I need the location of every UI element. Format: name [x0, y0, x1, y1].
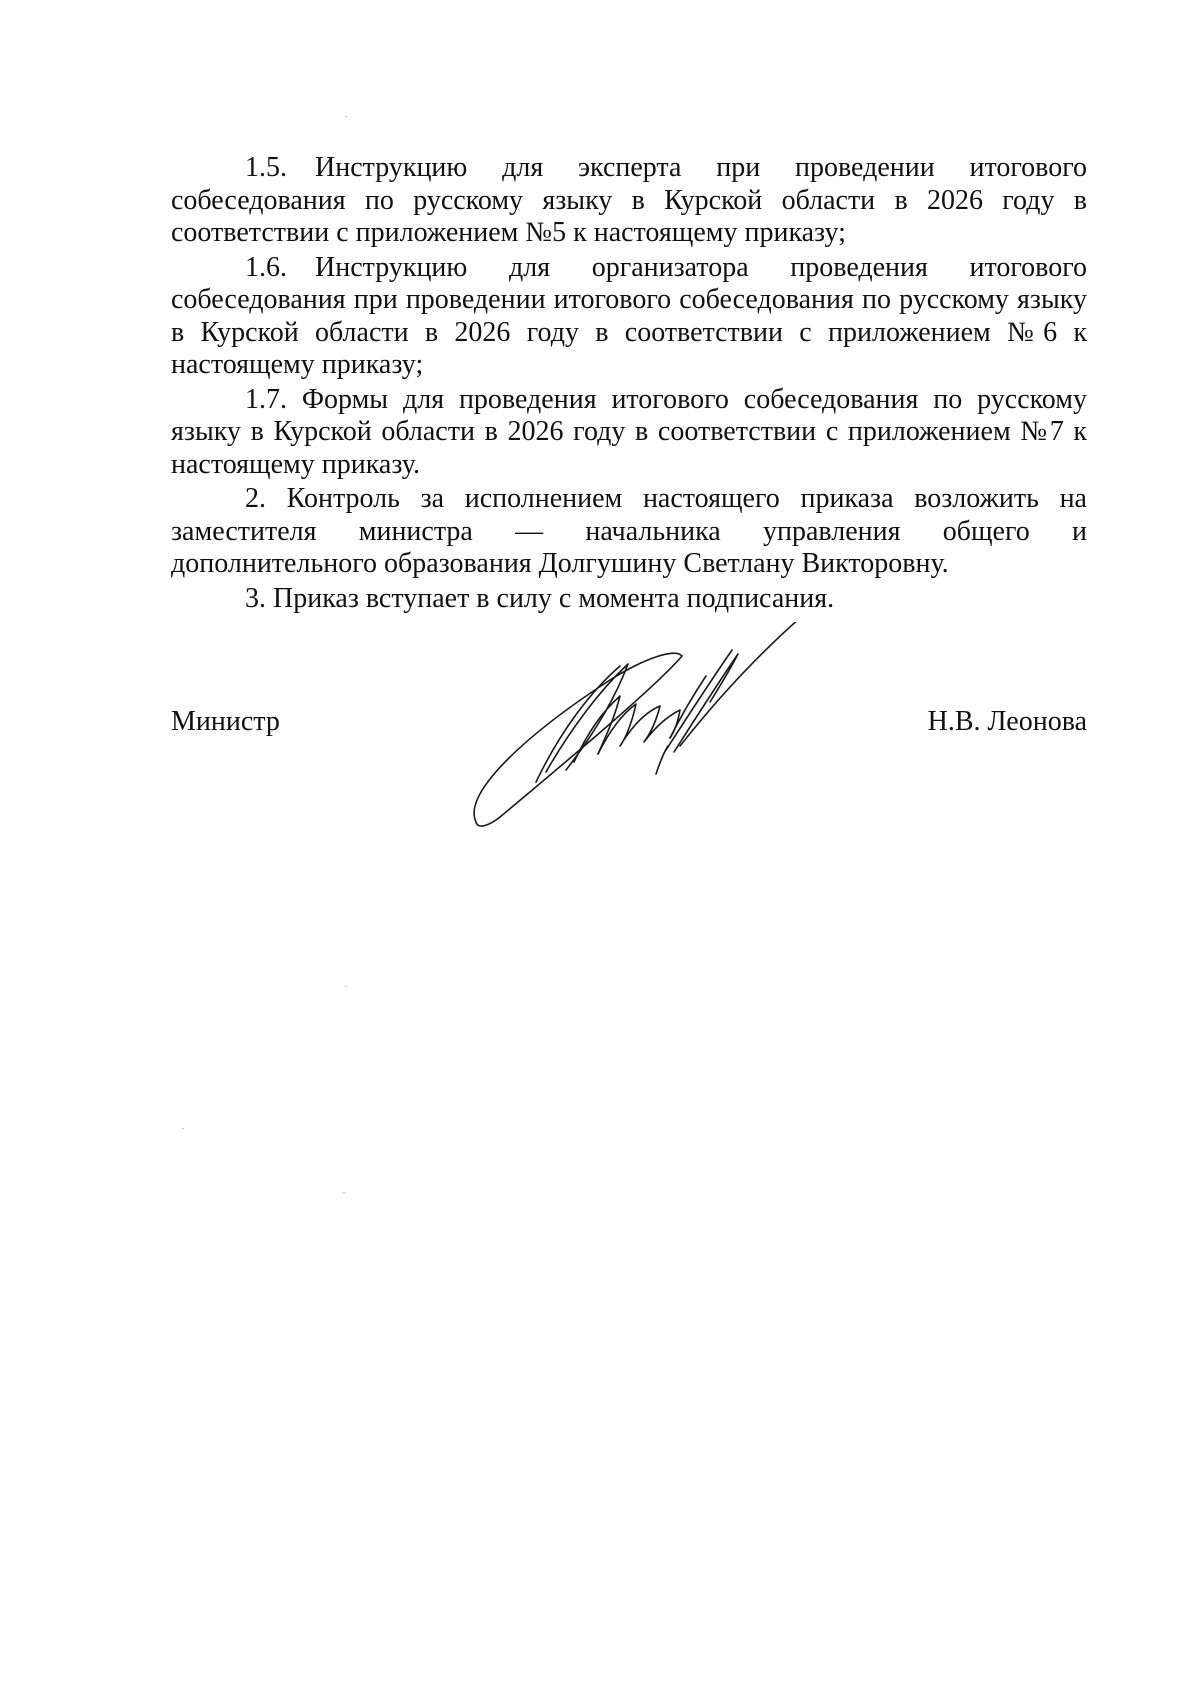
signatory-name: Н.В. Леонова	[927, 706, 1087, 737]
scan-speck	[343, 1192, 345, 1193]
paragraph-1-6: 1.6. Инструкцию для организатора проведения итогового собеседования при проведении итогового собеседования по русскому языку в Курской области в 2026 году в соответствии с приложением №6 к настоящему приказу;	[171, 251, 1087, 380]
paragraph-1-5: 1.5. Инструкцию для эксперта при проведении итогового собеседования по русскому языку в Курской области в 2026 году в соответствии с приложением №5 к настоящему приказу;	[171, 152, 1087, 248]
scan-speck	[182, 1128, 184, 1129]
order-body	[171, 152, 1087, 615]
signatory-title: Министр	[171, 706, 280, 737]
paragraph-3: 3. Приказ вступает в силу с момента подписания.	[245, 582, 835, 614]
handwritten-signature	[470, 622, 870, 832]
scan-speck	[345, 116, 347, 117]
paragraph-1-7: 1.7. Формы для проведения итогового собеседования по русскому языку в Курской области в 2026 году в соответствии с приложением №7 к настоящему приказу.	[171, 383, 1087, 480]
scan-speck	[345, 986, 347, 987]
paragraph-2: 2. Контроль за исполнением настоящего приказа возложить на заместителя министра — начальника управления общего и дополнительного образования Долгушину Светлану Викторовну.	[171, 483, 1087, 579]
